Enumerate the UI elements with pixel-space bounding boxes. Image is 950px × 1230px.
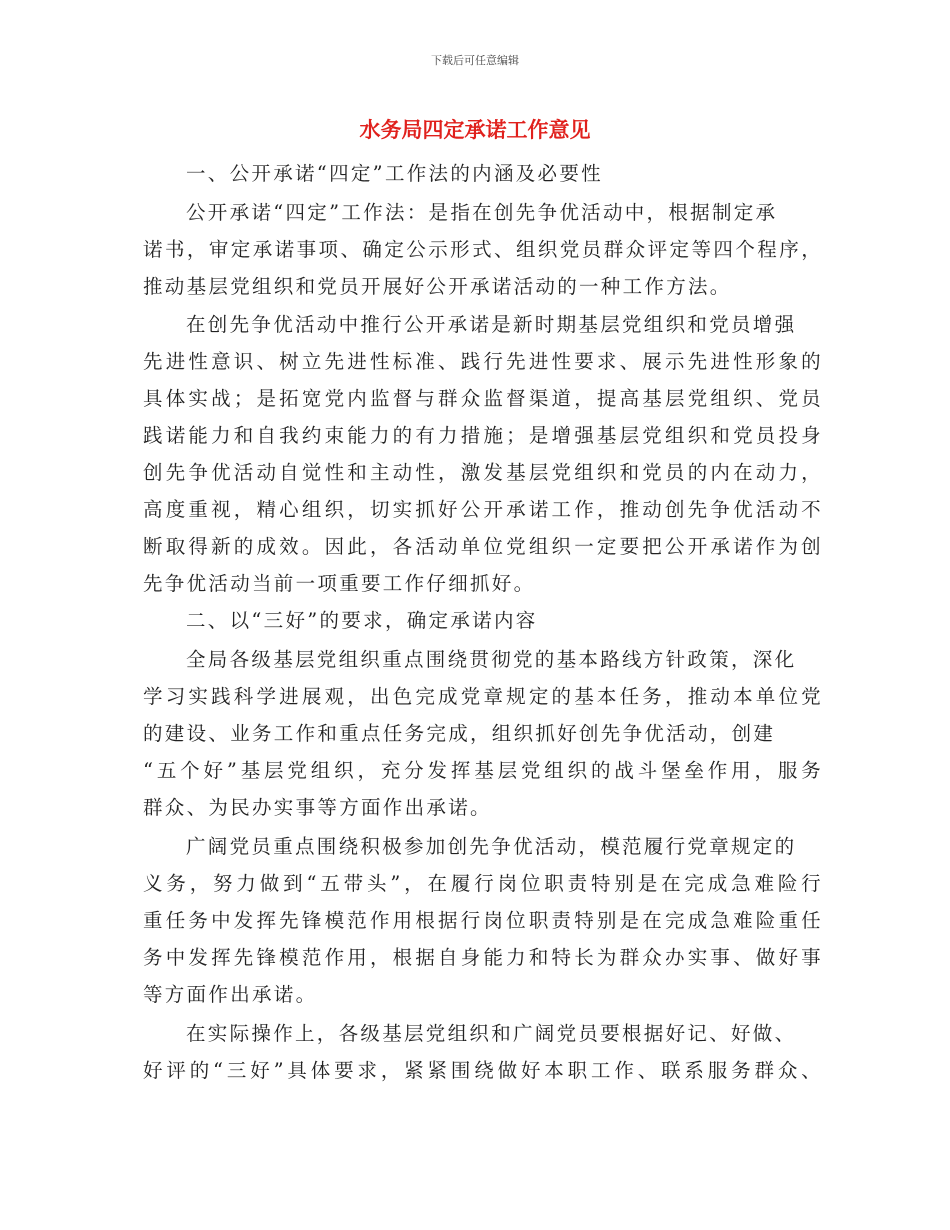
paragraph-line: 义务，努力做到“五带头”，在履行岗位职责特别是在完成急难险行 [143, 872, 823, 895]
page-header: 下载后可任意编辑 [431, 54, 519, 67]
paragraph-line: 务中发挥先锋模范作用，根据自身能力和特长为群众办实事、做好事 [143, 946, 823, 969]
paragraph-line: 好评的“三好”具体要求，紧紧围绕做好本职工作、联系服务群众、 [143, 1059, 823, 1082]
section-heading-1: 一、公开承诺“四定”工作法的内涵及必要性 [186, 162, 603, 185]
paragraph-line: 重任务中发挥先锋模范作用根据行岗位职责特别是在完成急难险重任 [143, 909, 823, 932]
paragraph-line: 推动基层党组织和党员开展好公开承诺活动的一种工作方法。 [143, 275, 732, 298]
paragraph-line: 断取得新的成效。因此，各活动单位党组织一定要把公开承诺作为创 [143, 535, 823, 558]
paragraph-line: 践诺能力和自我约束能力的有力措施；是增强基层党组织和党员投身 [143, 424, 823, 447]
paragraph-line: 创先争优活动自觉性和主动性，激发基层党组织和党员的内在动力， [143, 461, 823, 484]
paragraph-line: 公开承诺“四定”工作法：是指在创先争优活动中，根据制定承 [186, 201, 778, 224]
paragraph-line: 先进性意识、树立先进性标准、践行先进性要求、展示先进性形象的 [143, 350, 823, 373]
paragraph-line: 高度重视，精心组织，切实抓好公开承诺工作，推动创先争优活动不 [143, 498, 823, 521]
paragraph-line: “五个好”基层党组织，充分发挥基层党组织的战斗堡垒作用，服务 [143, 759, 823, 782]
paragraph-line: 广阔党员重点围绕积极参加创先争优活动，模范履行党章规定的 [186, 835, 797, 858]
paragraph-line: 等方面作出承诺。 [143, 983, 318, 1006]
paragraph-line: 诺书，审定承诺事项、确定公示形式、组织党员群众评定等四个程序， [143, 238, 823, 261]
section-heading-2: 二、以“三好”的要求，确定承诺内容 [186, 609, 538, 632]
paragraph-line: 全局各级基层党组织重点围绕贯彻党的基本路线方针政策，深化 [186, 648, 797, 671]
paragraph-line: 群众、为民办实事等方面作出承诺。 [143, 796, 492, 819]
paragraph-line: 在实际操作上，各级基层党组织和广阔党员要根据好记、好做、 [186, 1022, 797, 1045]
paragraph-line: 先争优活动当前一项重要工作仔细抓好。 [143, 572, 536, 595]
paragraph-line: 学习实践科学进展观，出色完成党章规定的基本任务，推动本单位党 [143, 685, 823, 708]
paragraph-line: 具体实战；是拓宽党内监督与群众监督渠道，提高基层党组织、党员 [143, 387, 823, 410]
document-title: 水务局四定承诺工作意见 [359, 118, 591, 142]
paragraph-line: 的建设、业务工作和重点任务完成，组织抓好创先争优活动，创建 [143, 722, 776, 745]
paragraph-line: 在创先争优活动中推行公开承诺是新时期基层党组织和党员增强 [186, 313, 797, 336]
